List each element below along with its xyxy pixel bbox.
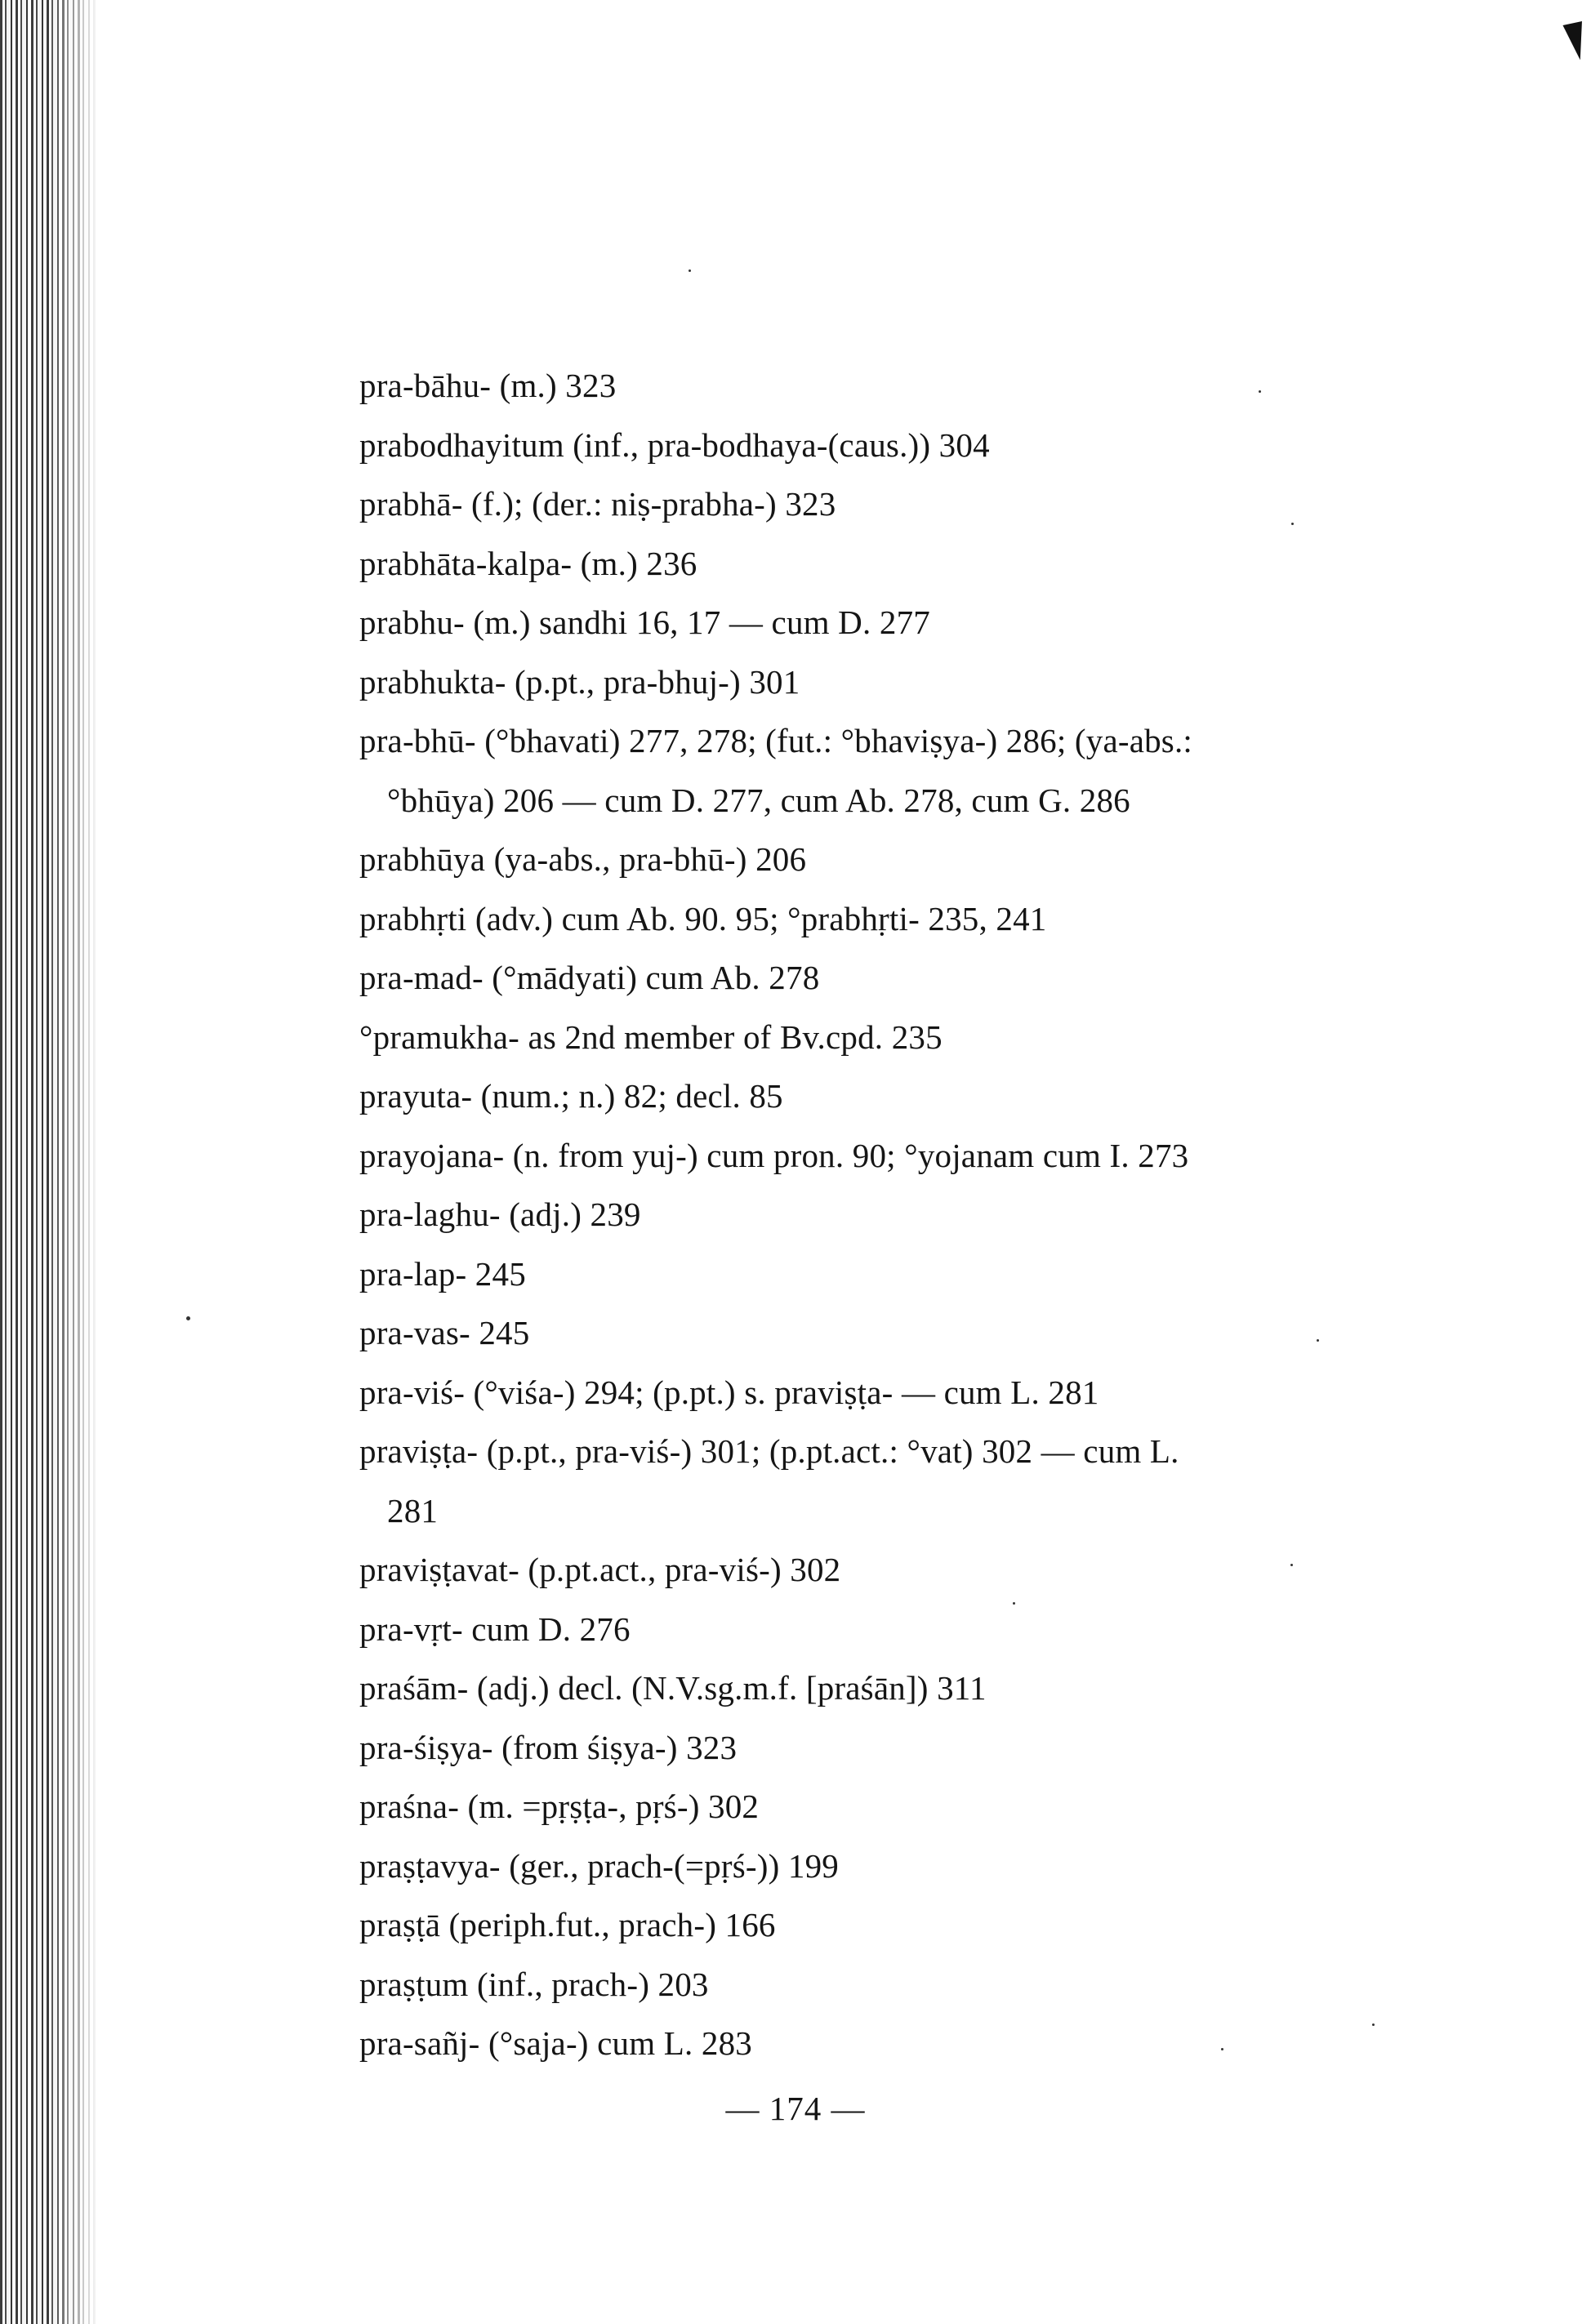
index-entry [359, 889, 1437, 949]
index-entry [359, 948, 1437, 1008]
index-entry [359, 1303, 1437, 1363]
index-entry [359, 1244, 1437, 1304]
entry-text: praṣṭā (periph.fut., prach-) 166 [359, 1906, 776, 1943]
entry-text: pra-viś- (°viśa-) 294; (p.pt.) s. praviṣṭa- — cum L. 281 [359, 1373, 1099, 1411]
index-entry [359, 1955, 1437, 2015]
index-entry [359, 1895, 1437, 1955]
entry-text: °pramukha- as 2nd member of Bv.cpd. 235 [359, 1017, 943, 1056]
entry-text: prayojana- (n. from yuj-) cum pron. 90; °yojanam cum I. 273 [359, 1136, 1189, 1174]
index-entry [359, 830, 1437, 889]
index-entry [359, 652, 1437, 712]
entry-text: pra-bāhu- (m.) 323 [359, 367, 617, 404]
page-number: — 174 — [725, 2090, 866, 2127]
entry-text: prabhukta- (p.pt., pra-bhuj-) 301 [359, 662, 800, 701]
entry-text: prabhūya (ya-abs., pra-bhū-) 206 [359, 840, 807, 878]
entry-text: pra-sañj- (°saja-) cum L. 283 [359, 2024, 752, 2062]
index-entry [359, 711, 1437, 830]
index-entry [359, 1836, 1437, 1896]
index-entry [359, 1600, 1437, 1659]
scan-speck [689, 269, 691, 272]
index-entry [359, 416, 1437, 475]
entry-text: pra-vas- 245 [359, 1314, 530, 1351]
index-entry [359, 1363, 1437, 1422]
index-entries [359, 356, 1437, 2073]
entry-text: prabhu- (m.) sandhi 16, 17 — cum D. 277 [359, 603, 930, 641]
index-entry [359, 1126, 1437, 1186]
index-entry [359, 1185, 1437, 1244]
entry-text: praviṣṭavat- (p.pt.act., pra-viś-) 302 [359, 1551, 841, 1588]
entry-text: prabodhayitum (inf., pra-bodhaya-(caus.)) 304 [359, 425, 990, 464]
index-entry [359, 1718, 1437, 1778]
entry-text: pra-bhū- (°bhavati) 277, 278; (fut.: °bhaviṣya-) 286; (ya-abs.: [359, 722, 1193, 759]
index-entry [359, 1008, 1437, 1067]
entry-text: praśām- (adj.) decl. (N.V.sg.m.f. [praśān]) 311 [359, 1669, 987, 1707]
entry-text: pra-śiṣya- (from śiṣya-) 323 [359, 1728, 738, 1766]
entry-text: prayuta- (num.; n.) 82; decl. 85 [359, 1077, 783, 1115]
index-entry [359, 2014, 1437, 2073]
index-entry [359, 356, 1437, 416]
index-entry [359, 474, 1437, 534]
index-entry [359, 1777, 1437, 1836]
index-entry [359, 534, 1437, 594]
entry-continuation: °bhūya) 206 — cum D. 277, cum Ab. 278, cum G. 286 [387, 781, 1130, 819]
entry-text: praṣṭum (inf., prach-) 203 [359, 1965, 709, 2003]
entry-text: praśna- (m. =pṛṣṭa-, pṛś-) 302 [359, 1788, 760, 1825]
index-entry [359, 1658, 1437, 1718]
index-entry [359, 1066, 1437, 1126]
entry-continuation: 281 [387, 1491, 439, 1529]
corner-mark [1562, 21, 1589, 62]
entry-text: pra-lap- 245 [359, 1254, 526, 1293]
index-entry [359, 593, 1437, 652]
index-entry [359, 1540, 1437, 1600]
entry-text: pra-laghu- (adj.) 239 [359, 1195, 641, 1233]
scan-speck [186, 1316, 190, 1320]
entry-text: prabhā- (f.); (der.: niṣ-prabha-) 323 [359, 485, 836, 523]
entry-text: prabhāta-kalpa- (m.) 236 [359, 544, 697, 582]
entry-text: praviṣṭa- (p.pt., pra-viś-) 301; (p.pt.act.: °vat) 302 — cum L. [359, 1432, 1179, 1470]
binding-shadow [49, 0, 98, 2324]
entry-text: prabhṛti (adv.) cum Ab. 90. 95; °prabhṛti- 235, 241 [359, 899, 1047, 937]
entry-text: praṣṭavya- (ger., prach-(=pṛś-)) 199 [359, 1846, 839, 1885]
index-entry [359, 1422, 1437, 1540]
entry-text: pra-vṛt- cum D. 276 [359, 1609, 631, 1648]
entry-text: pra-mad- (°mādyati) cum Ab. 278 [359, 959, 820, 996]
